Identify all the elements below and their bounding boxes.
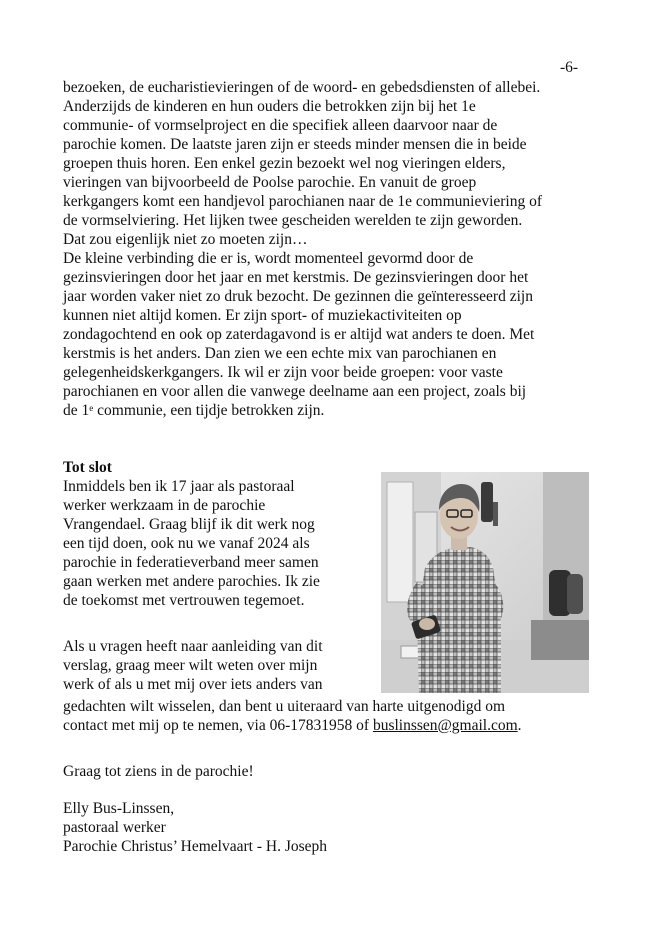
text-line: Inmiddels ben ik 17 jaar als pastoraal	[63, 478, 295, 495]
text-line: kerstmis is het anders. Dan zien we een echte mix van parochianen en	[63, 345, 497, 362]
section-heading: Tot slot	[63, 459, 112, 476]
signature-role: pastoraal werker	[63, 819, 166, 836]
text-line: werker werkzaam in de parochie	[63, 497, 266, 514]
text-line: parochie komen. De laatste jaren zijn er steeds minder mensen die in beide	[63, 136, 527, 153]
text-fragment: .	[517, 717, 522, 734]
text-line: vieringen van bijvoorbeeld de Poolse parochie. En vanuit de groep	[63, 174, 477, 191]
text-line: de toekomst met vertrouwen tegemoet.	[63, 592, 305, 609]
signature-parish: Parochie Christus’ Hemelvaart - H. Joseph	[63, 838, 328, 855]
text-line: communie- of vormselproject en die specifiek alleen daarvoor naar de	[63, 117, 498, 134]
text-line: kerkgangers komt een handjevol parochianen naar de 1e communieviering of	[63, 193, 543, 210]
text-line: Dat zou eigenlijk niet zo moeten zijn…	[63, 231, 308, 248]
text-line	[63, 401, 324, 420]
text-line: de vormselviering. Het lijken twee gescheiden werelden te zijn geworden.	[63, 212, 523, 229]
text-fragment: contact met mij op te nemen, via 06-17831958 of	[63, 717, 373, 734]
text-line: parochie in federatieverband meer samen	[63, 554, 319, 571]
text-line: groepen thuis horen. Een enkel gezin bezoekt wel nog vieringen elders,	[63, 155, 506, 172]
text-fragment: communie, een tijdje betrokken zijn.	[93, 402, 325, 419]
text-line: De kleine verbinding die er is, wordt momenteel gevormd door de	[63, 250, 474, 267]
text-line: gezinsvieringen door het jaar en met kerstmis. De gezinsvieringen door het	[63, 269, 529, 286]
text-line: gedachten wilt wisselen, dan bent u uiteraard van harte uitgenodigd om	[63, 698, 506, 715]
text-line: bezoeken, de eucharistievieringen of de woord- en gebedsdiensten of allebei.	[63, 79, 541, 96]
closing-greeting: Graag tot ziens in de parochie!	[63, 763, 254, 780]
text-line: parochianen en voor allen die vanwege deelname aan een project, zoals bij	[63, 383, 527, 400]
email-link[interactable]: buslinssen@gmail.com	[372, 717, 518, 734]
text-line: Als u vragen heeft naar aanleiding van dit	[63, 638, 323, 655]
signature-name: Elly Bus-Linssen,	[63, 800, 175, 817]
ordinal-superscript: e	[89, 403, 94, 413]
text-line: Vrangendael. Graag blijf ik dit werk nog	[63, 516, 315, 533]
text-line: Anderzijds de kinderen en hun ouders die betrokken zijn bij het 1e	[63, 98, 476, 115]
text-line: kunnen niet altijd komen. Er zijn sport- of muziekactiviteiten op	[63, 307, 462, 324]
text-line: verslag, graag meer wilt weten over mijn	[63, 657, 318, 674]
text-line: werk of als u met mij over iets anders van	[63, 676, 323, 693]
text-line: een tijd doen, ook nu we vanaf 2024 als	[63, 535, 310, 552]
text-line	[63, 716, 522, 735]
text-line: zondagochtend en ook op zaterdagavond is er altijd wat anders te doen. Met	[63, 326, 535, 343]
text-line: gelegenheidskerkgangers. Ik wil er zijn voor beide groepen: voor vaste	[63, 364, 503, 381]
text-line: jaar worden vaker niet zo druk bezocht. De gezinnen die geïnteresseerd zijn	[63, 288, 533, 305]
text-fragment: de 1	[63, 402, 90, 419]
page-number: -6-	[560, 59, 579, 76]
text-line: gaan werken met andere parochies. Ik zie	[63, 573, 320, 590]
portrait-photo	[381, 472, 589, 693]
